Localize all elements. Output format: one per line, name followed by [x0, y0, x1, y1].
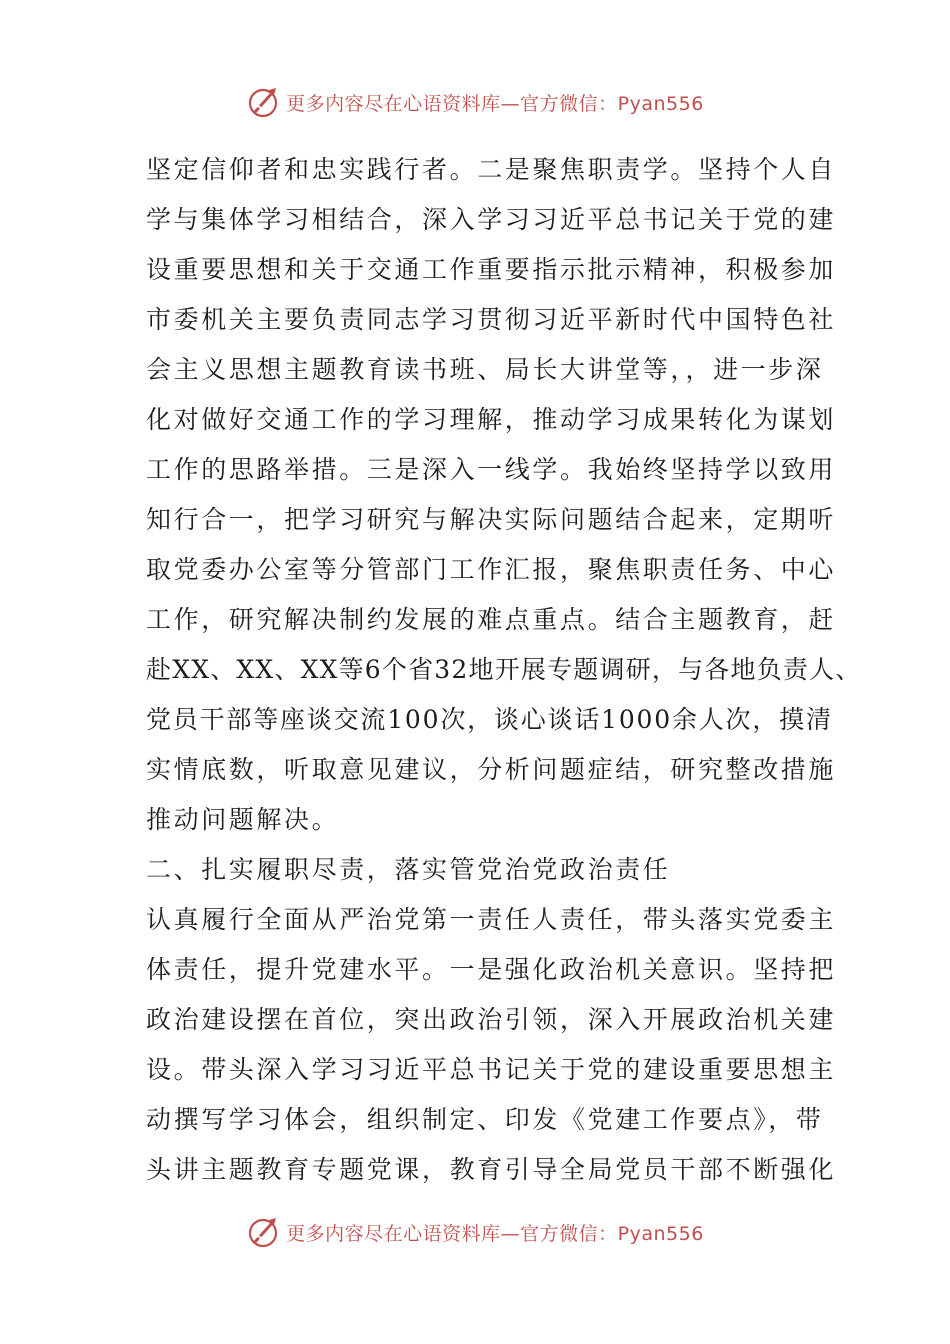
pen-in-circle-logo-icon: [246, 84, 282, 120]
watermark-text: 更多内容尽在心语资料库—官方微信：Pyan556: [286, 1222, 704, 1245]
text-line: 动撰写学习体会，组织制定、印发《党建工作要点》，带: [146, 1105, 824, 1134]
text-line: 工作，研究解决制约发展的难点重点。结合主题教育，赶: [146, 605, 837, 634]
footer-watermark: [0, 1212, 950, 1252]
text-line: 学与集体学习相结合，深入学习习近平总书记关于党的建: [146, 205, 837, 234]
text-line: 党员干部等座谈交流100次，谈心谈话1000余人次，摸清: [146, 705, 833, 734]
text-line: 设重要思想和关于交通工作重要指示批示精神，积极参加: [146, 255, 837, 284]
text-line: 工作的思路举措。三是深入一线学。我始终坚持学以致用: [146, 455, 837, 484]
text-line: 政治建设摆在首位，突出政治引领，深入开展政治机关建: [146, 1005, 837, 1034]
watermark-text: 更多内容尽在心语资料库—官方微信：Pyan556: [286, 92, 704, 115]
text-line: 实情底数，听取意见建议，分析问题症结，研究整改措施: [146, 755, 837, 784]
text-line: 头讲主题教育专题党课，教育引导全局党员干部不断强化: [146, 1155, 837, 1184]
section-heading: 二、扎实履职尽责，落实管党治党政治责任: [146, 855, 671, 884]
text-line: 取党委办公室等分管部门工作汇报，聚焦职责任务、中心: [146, 555, 837, 584]
text-line: 赴XX、XX、XX等6个省32地开展专题调研，与各地负责人、: [146, 655, 862, 684]
text-line: 市委机关主要负责同志学习贯彻习近平新时代中国特色社: [146, 305, 837, 334]
text-line: 体责任，提升党建水平。一是强化政治机关意识。坚持把: [146, 955, 837, 984]
header-watermark: [0, 82, 950, 122]
text-line: 推动问题解决。: [146, 805, 340, 834]
text-line: 会主义思想主题教育读书班、局长大讲堂等，，进一步深: [146, 355, 824, 384]
pen-in-circle-logo-icon: [246, 1214, 282, 1250]
text-line: 知行合一，把学习研究与解决实际问题结合起来，定期听: [146, 505, 837, 534]
text-line: 坚定信仰者和忠实践行者。二是聚焦职责学。坚持个人自: [146, 155, 837, 184]
text-line: 设。带头深入学习习近平总书记关于党的建设重要思想主: [146, 1055, 837, 1084]
text-line: 化对做好交通工作的学习理解，推动学习成果转化为谋划: [146, 405, 837, 434]
document-body: [146, 145, 862, 1195]
text-line: 认真履行全面从严治党第一责任人责任，带头落实党委主: [146, 905, 837, 934]
